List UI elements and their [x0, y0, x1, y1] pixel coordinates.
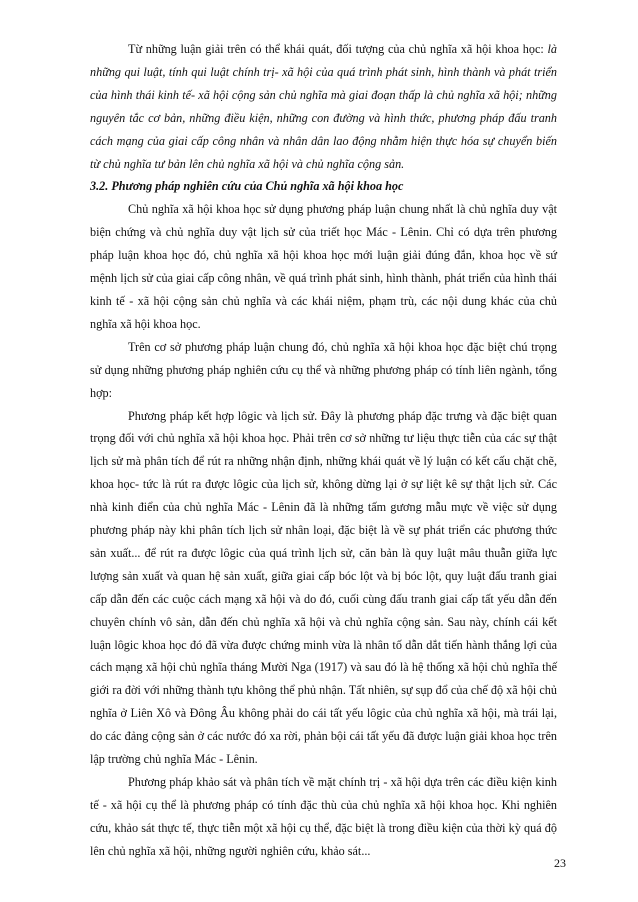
intro-definition-text: là những qui luật, tính qui luật chính trị- xã hội của quá trình phát sinh, hình thành và phát triển của hình thái kinh tế- xã hội cộng sản chủ nghĩa mà giai đoạn thấp là chủ nghĩa xã hội; những nguyên tắc cơ bản, những điều kiện, những con đường và hình thức, phương pháp đấu tranh cách mạng của giai cấp công nhân và nhân dân lao động nhằm hiện thực hóa sự chuyển biến từ chủ nghĩa tư bản lên chủ nghĩa xã hội và chủ nghĩa cộng sản. — [90, 42, 557, 171]
intro-lead-text: Từ những luận giải trên có thể khái quát, đối tượng của chủ nghĩa xã hội khoa học: — [128, 42, 548, 56]
body-paragraph-1: Chủ nghĩa xã hội khoa học sử dụng phương pháp luận chung nhất là chủ nghĩa duy vật biện chứng và chủ nghĩa duy vật lịch sử của triết học Mác - Lênin. Chỉ có dựa trên phương pháp luận khoa học đó, chủ nghĩa xã hội khoa học mới luận giải đúng đắn, khoa học về sứ mệnh lịch sử của giai cấp công nhân, về quá trình phát sinh, hình thành, phát triển của hình thái kinh tế - xã hội cộng sản chủ nghĩa và các khái niệm, phạm trù, các nội dung khác của chủ nghĩa xã hội khoa học. — [90, 202, 557, 331]
section-heading: 3.2. Phương pháp nghiên cứu của Chủ nghĩa xã hội khoa học — [90, 179, 404, 194]
body-paragraph-4: Phương pháp khảo sát và phân tích về mặt chính trị - xã hội dựa trên các điều kiện kinh tế - xã hội cụ thể là phương pháp có tính đặc thù của chủ nghĩa xã hội khoa học. Khi nghiên cứu, khảo sát thực tế, thực tiễn một xã hội cụ thể, đặc biệt là trong điều kiện của thời kỳ quá độ lên chủ nghĩa xã hội, những người nghiên cứu, khảo sát... — [90, 775, 557, 858]
body-paragraph-2: Trên cơ sở phương pháp luận chung đó, chủ nghĩa xã hội khoa học đặc biệt chú trọng sử dụng những phương pháp nghiên cứu cụ thể và những phương pháp có tính liên ngành, tổng hợp: — [90, 339, 557, 400]
page-number: 23 — [554, 856, 566, 870]
intro-paragraph — [90, 38, 557, 175]
document-page — [90, 38, 557, 863]
body-paragraph-3: Phương pháp kết hợp lôgic và lịch sử. Đây là phương pháp đặc trưng và đặc biệt quan trọng đối với chủ nghĩa xã hội khoa học. Phải trên cơ sở những tư liệu thực tiễn của các sự thật lịch sử mà phân tích để rút ra những nhận định, những khái quát về lý luận có kết cấu chặt chẽ, khoa học- tức là rút ra được lôgic của lịch sử, không dừng lại ở sự liệt kê sự thật lịch sử. Các nhà kinh điển của chủ nghĩa Mác - Lênin đã là những tấm gương mẫu mực về việc sử dụng phương pháp này khi phân tích lịch sử nhân loại, đặc biệt là về sự phát triển các phương thức sản xuất... để rút ra được lôgic của quá trình lịch sử, căn bản là quy luật mâu thuẫn giữa lực lượng sản xuất và quan hệ sản xuất, giữa giai cấp bóc lột và bị bóc lột, quy luật đấu tranh giai cấp dẫn đến các cuộc cách mạng xã hội và do đó, cuối cùng đấu tranh giai cấp tất yếu dẫn đến chuyên chính vô sản, dẫn đến chủ nghĩa xã hội và chủ nghĩa cộng sản. Sau này, chính cái kết luận lôgic khoa học đó đã vừa được chứng minh vừa là nhân tố dẫn dắt tiến hành thắng lợi của cách mạng xã hội chủ nghĩa tháng Mười Nga (1917) và sau đó là hệ thống xã hội chủ nghĩa thế giới ra đời với những thành tựu không thể phủ nhận. Tất nhiên, sự sụp đổ của chế độ xã hội chủ nghĩa ở Liên Xô và Đông Âu không phải do cái tất yếu lôgic của chủ nghĩa xã hội, mà trái lại, do các đảng cộng sản ở các nước đó xa rời, phản bội cái tất yếu đã được luận giải khoa học trên lập trường chủ nghĩa Mác - Lênin. — [90, 408, 557, 767]
